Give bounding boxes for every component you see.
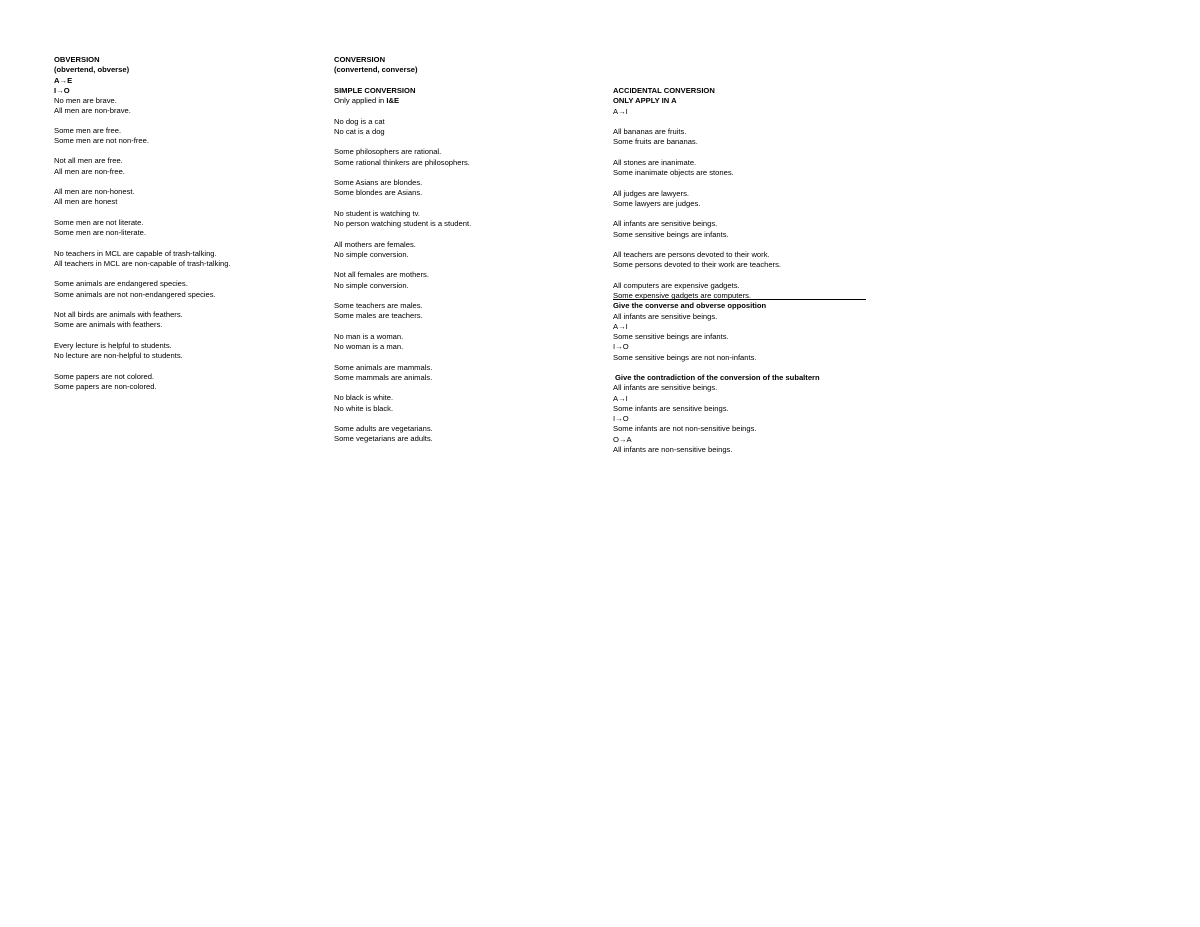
simple-conversion-note-bold: I&E xyxy=(386,96,400,105)
accidental-convertend: All judges are lawyers. xyxy=(613,188,689,198)
obversion-obverse: All men are non-brave. xyxy=(54,106,131,116)
obversion-premise: Not all birds are animals with feathers. xyxy=(54,310,183,319)
conversion-convertend: Not all females are mothers. xyxy=(334,270,429,280)
conversion-title: CONVERSION xyxy=(334,55,386,64)
obversion-obverse: All teachers in MCL are non-capable of trash-talking. xyxy=(54,258,231,268)
opposition-line: Some sensitive beings are not non-infants. xyxy=(613,352,757,362)
conversion-converse: Some vegetarians are adults. xyxy=(334,434,433,444)
obversion-obverse: All men are non-free. xyxy=(54,166,125,176)
obversion-obverse: No lecture are non-helpful to students. xyxy=(54,351,183,360)
contradiction-line: All infants are sensitive beings. xyxy=(613,383,718,393)
conversion-convertend: Some teachers are males. xyxy=(334,301,423,310)
opposition-line: I→O xyxy=(613,342,629,352)
accidental-convertend: All bananas are fruits. xyxy=(613,127,687,136)
accidental-convertend: All infants are sensitive beings. xyxy=(613,219,718,229)
accidental-converse: Some inanimate objects are stones. xyxy=(613,168,734,177)
obversion-column xyxy=(54,55,231,392)
contradiction-line: A→I xyxy=(613,393,628,403)
obversion-obverse: Some are animals with feathers. xyxy=(54,320,163,330)
obversion-premise: Some men are free. xyxy=(54,125,122,135)
contradiction-line: All infants are non-sensitive beings. xyxy=(613,444,733,454)
conversion-convertend: No dog is a cat xyxy=(334,116,385,126)
obversion-premise: Some men are not literate. xyxy=(54,217,144,227)
conversion-convertend: Some philosophers are rational. xyxy=(334,147,442,157)
obversion-premise: Every lecture is helpful to students. xyxy=(54,340,172,350)
section-divider-line xyxy=(613,299,866,300)
conversion-convertend: Some Asians are blondes. xyxy=(334,178,423,187)
contradiction-title: Give the contradiction of the conversion of the subaltern xyxy=(615,373,820,382)
conversion-converse: No woman is a man. xyxy=(334,342,404,351)
accidental-converse: Some expensive gadgets are computers. xyxy=(613,291,752,300)
conversion-convertend: All mothers are females. xyxy=(334,239,416,249)
obversion-title: OBVERSION xyxy=(54,55,100,64)
conversion-convertend: No black is white. xyxy=(334,393,394,403)
obversion-subtitle: (obvertend, obverse) xyxy=(54,65,130,75)
conversion-converse: No person watching student is a student. xyxy=(334,219,472,228)
accidental-convertend: All stones are inanimate. xyxy=(613,157,697,167)
conversion-subtitle: (convertend, converse) xyxy=(334,65,418,75)
opposition-line: All infants are sensitive beings. xyxy=(613,311,718,321)
conversion-convertend: Some animals are mammals. xyxy=(334,362,433,372)
obversion-obverse: Some men are non-literate. xyxy=(54,228,147,237)
opposition-line: Some sensitive beings are infants. xyxy=(613,332,729,341)
obversion-obverse: Some men are not non-free. xyxy=(54,135,149,145)
obversion-obverse: Some animals are not non-endangered species. xyxy=(54,289,216,299)
conversion-convertend: No student is watching tv. xyxy=(334,208,420,218)
simple-conversion-note-text: Only applied in xyxy=(334,96,387,105)
obversion-premise: All men are non-honest. xyxy=(54,187,135,196)
obversion-premise: Some papers are not colored. xyxy=(54,371,155,381)
opposition-title: Give the converse and obverse opposition xyxy=(613,301,767,311)
conversion-converse: No simple conversion. xyxy=(334,280,409,290)
obversion-premise: Some animals are endangered species. xyxy=(54,279,188,289)
obversion-premise: Not all men are free. xyxy=(54,156,123,166)
conversion-converse: Some mammals are animals. xyxy=(334,372,433,382)
conversion-converse: No cat is a dog xyxy=(334,126,385,136)
contradiction-line: Some infants are not non-sensitive beings. xyxy=(613,424,757,434)
accidental-converse: Some lawyers are judges. xyxy=(613,198,701,208)
opposition-line: A→I xyxy=(613,321,628,331)
accidental-converse: Some fruits are bananas. xyxy=(613,137,698,147)
accidental-conversion-title: ACCIDENTAL CONVERSION xyxy=(613,86,715,95)
accidental-rule-a-i: A→I xyxy=(613,106,628,116)
conversion-converse: Some blondes are Asians. xyxy=(334,188,423,198)
contradiction-line: I→O xyxy=(613,414,629,423)
conversion-convertend: No man is a woman. xyxy=(334,331,404,341)
conversion-converse: Some rational thinkers are philosophers. xyxy=(334,157,470,167)
contradiction-line: Some infants are sensitive beings. xyxy=(613,403,729,413)
accidental-conversion-subtitle: ONLY APPLY IN A xyxy=(613,96,677,106)
simple-conversion-note xyxy=(334,96,471,106)
obversion-premise: No men are brave. xyxy=(54,96,117,105)
accidental-converse: Some sensitive beings are infants. xyxy=(613,229,729,239)
obversion-obverse: Some papers are non-colored. xyxy=(54,381,157,391)
obversion-premise: No teachers in MCL are capable of trash-talking. xyxy=(54,248,217,258)
accidental-convertend: All teachers are persons devoted to their work. xyxy=(613,250,770,259)
conversion-column xyxy=(334,55,471,445)
obversion-obverse: All men are honest xyxy=(54,197,118,207)
conversion-converse: Some males are teachers. xyxy=(334,311,423,321)
contradiction-line: O→A xyxy=(613,434,632,444)
obversion-rule-i-o: I→O xyxy=(54,85,70,95)
accidental-convertend: All computers are expensive gadgets. xyxy=(613,280,740,290)
accidental-conversion-column xyxy=(613,86,820,455)
conversion-convertend: Some adults are vegetarians. xyxy=(334,424,433,433)
obversion-rule-a-e: A→E xyxy=(54,75,73,85)
simple-conversion-title: SIMPLE CONVERSION xyxy=(334,85,416,95)
conversion-converse: No simple conversion. xyxy=(334,249,409,259)
accidental-converse: Some persons devoted to their work are teachers. xyxy=(613,260,781,270)
conversion-converse: No white is black. xyxy=(334,403,394,413)
